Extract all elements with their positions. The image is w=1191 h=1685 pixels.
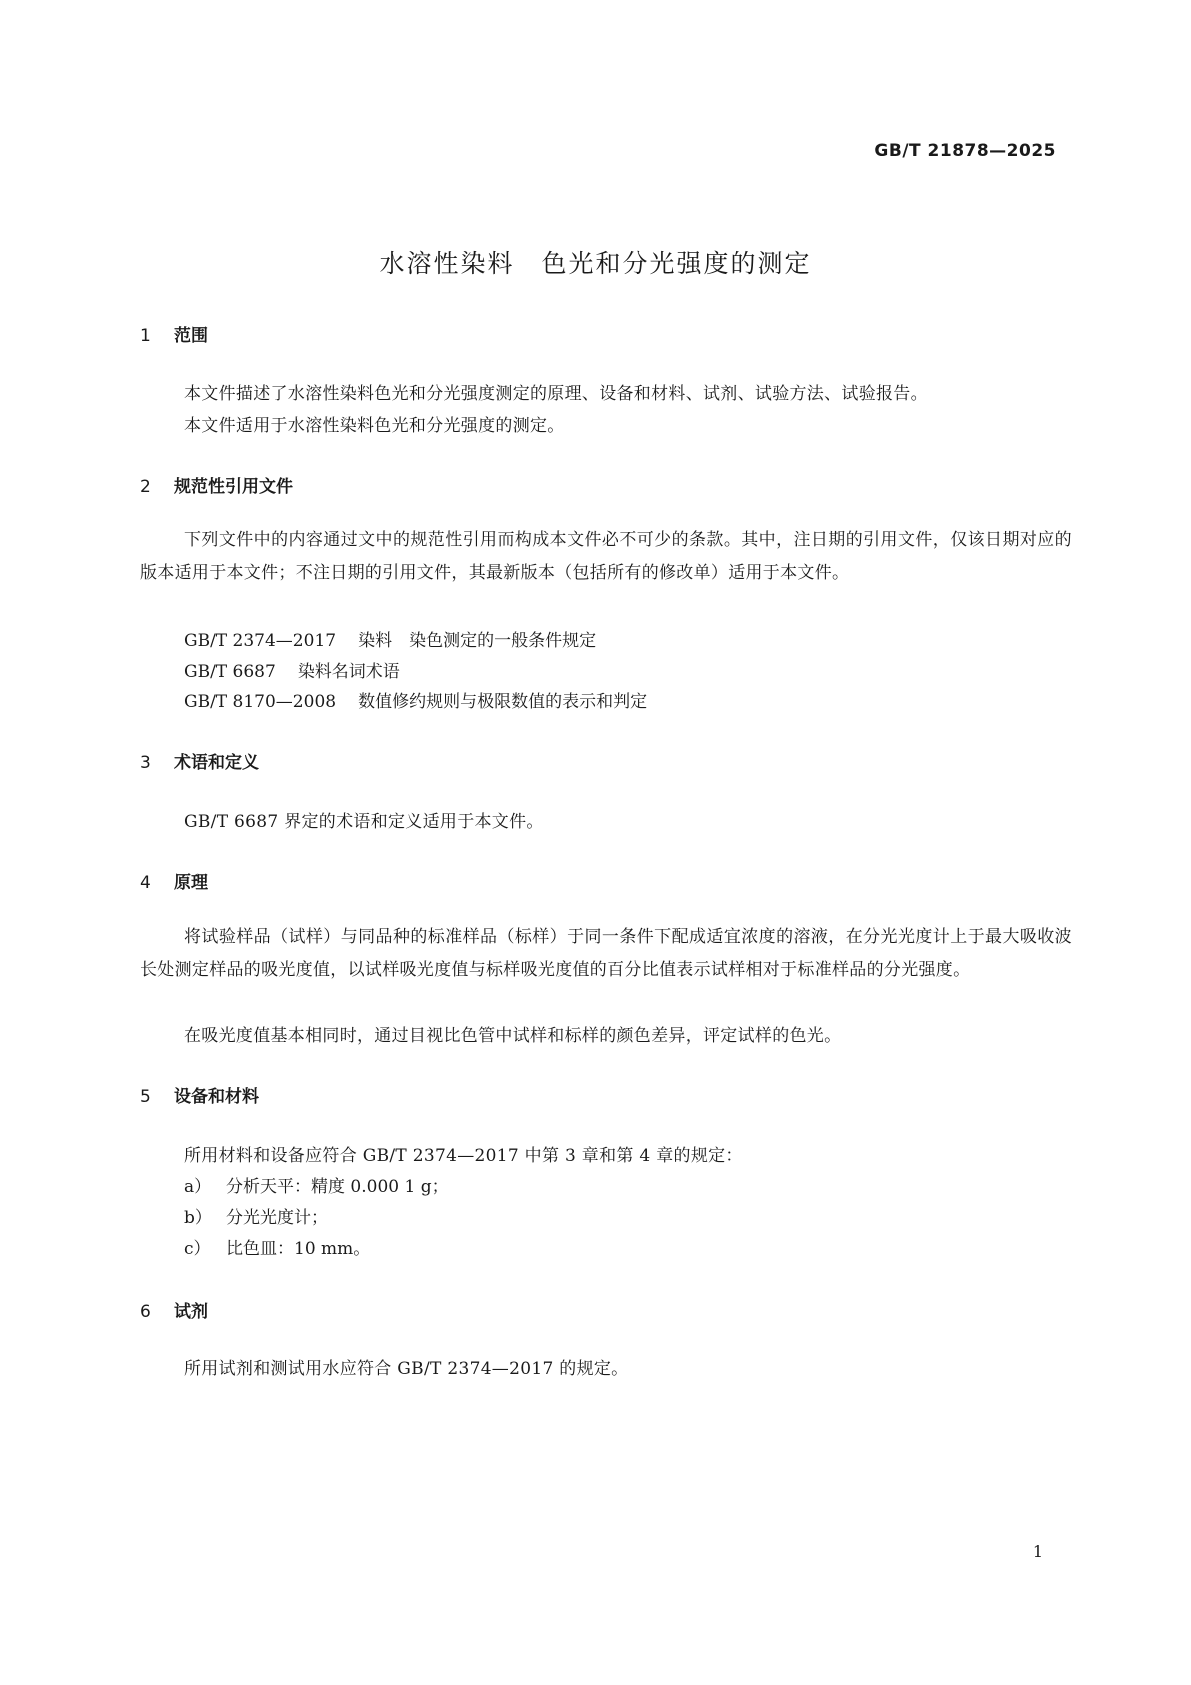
section-title: 术语和定义 [174, 753, 259, 773]
list-text: 分析天平：精度 0.000 1 g； [226, 1177, 449, 1197]
section-title: 规范性引用文件 [174, 477, 293, 497]
principle-paragraph: 将试验样品（试样）与同品种的标准样品（标样）于同一条件下配成适宜浓度的溶液，在分光光度计上于最大吸收波长处测定样品的吸光度值，以试样吸光度值与标样吸光度值的百分比值表示试样相对于标准样品的分光强度。 [140, 927, 1072, 980]
reference-title: 染料名词术语 [297, 662, 400, 682]
list-item [184, 1172, 449, 1197]
page-number: 1 [1032, 1542, 1043, 1561]
reference-item [184, 687, 647, 712]
reference-title: 染料 染色测定的一般条件规定 [358, 631, 597, 651]
list-text: 分光光度计； [226, 1208, 328, 1228]
section-heading-6 [140, 1297, 208, 1322]
list-item [184, 1203, 328, 1228]
section-title: 试剂 [174, 1302, 208, 1322]
section-title: 原理 [174, 873, 208, 893]
section-heading-4 [140, 868, 208, 893]
section-number: 4 [140, 873, 151, 893]
section-heading-1 [140, 321, 208, 346]
list-label: c） [184, 1239, 211, 1259]
document-title: 水溶性染料 色光和分光强度的测定 [379, 249, 812, 278]
reference-title: 数值修约规则与极限数值的表示和判定 [358, 692, 648, 712]
section-number: 2 [140, 477, 151, 497]
section-heading-2 [140, 472, 293, 497]
reference-item [184, 626, 596, 651]
principle-line: 在吸光度值基本相同时，通过目视比色管中试样和标样的颜色差异，评定试样的色光。 [184, 1026, 842, 1046]
reference-code: GB/T 8170—2008 [184, 692, 337, 712]
list-text: 比色皿：10 mm。 [226, 1239, 371, 1259]
equipment-intro: 所用材料和设备应符合 GB/T 2374—2017 中第 3 章和第 4 章的规定： [184, 1146, 743, 1166]
standard-code: GB/T 21878—2025 [874, 141, 1056, 161]
section-heading-5 [140, 1082, 259, 1107]
list-label: a） [184, 1177, 212, 1197]
section-number: 1 [140, 326, 151, 346]
section-heading-3 [140, 748, 259, 773]
reference-code: GB/T 2374—2017 [184, 631, 337, 651]
reference-item [184, 657, 400, 682]
scope-line-2: 本文件适用于水溶性染料色光和分光强度的测定。 [184, 416, 565, 436]
terms-line: GB/T 6687 界定的术语和定义适用于本文件。 [184, 812, 544, 832]
section-number: 3 [140, 753, 151, 773]
section-title: 范围 [174, 326, 208, 346]
reagents-line: 所用试剂和测试用水应符合 GB/T 2374—2017 的规定。 [184, 1359, 629, 1379]
references-intro: 下列文件中的内容通过文中的规范性引用而构成本文件必不可少的条款。其中，注日期的引用文件，仅该日期对应的版本适用于本文件；不注日期的引用文件，其最新版本（包括所有的修改单）适用于本文件。 [140, 530, 1072, 583]
section-number: 6 [140, 1302, 151, 1322]
scope-line-1: 本文件描述了水溶性染料色光和分光强度测定的原理、设备和材料、试剂、试验方法、试验报告。 [184, 384, 928, 404]
list-label: b） [184, 1208, 212, 1228]
list-item [184, 1234, 370, 1259]
reference-code: GB/T 6687 [184, 662, 276, 682]
section-number: 5 [140, 1087, 151, 1107]
section-title: 设备和材料 [174, 1087, 259, 1107]
